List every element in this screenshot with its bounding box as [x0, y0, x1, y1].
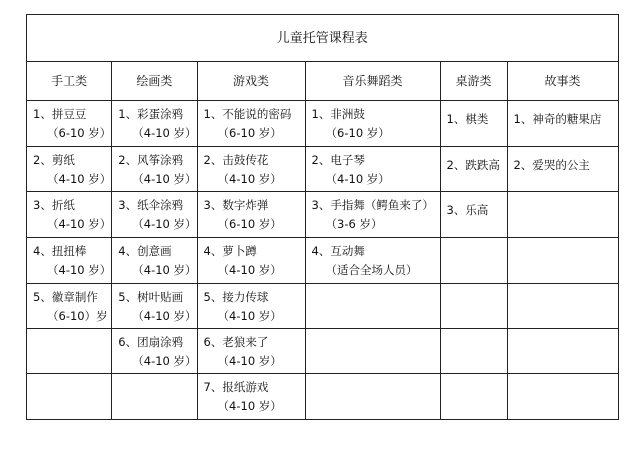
course-cell: [440, 101, 507, 147]
course-cell: [197, 192, 305, 238]
course-cell: [305, 284, 440, 329]
course-name: 1、神奇的糖果店: [513, 112, 602, 126]
course-age-range: （4-10 岁）: [132, 126, 197, 140]
course-entry: [306, 374, 440, 378]
course-cell: [112, 284, 197, 329]
course-name: 2、剪纸: [33, 153, 75, 167]
course-cell: [305, 238, 440, 284]
course-entry: [27, 192, 111, 234]
course-entry: [27, 284, 111, 326]
course-entry: [198, 238, 305, 280]
course-entry: [27, 374, 111, 378]
course-age-range: （4-10 岁）: [217, 309, 282, 323]
course-cell: [112, 329, 197, 374]
table-row: [27, 284, 619, 329]
course-age-range: （6-10 岁）: [47, 126, 112, 140]
course-age-range: （4-10 岁）: [132, 354, 197, 368]
course-cell: [27, 374, 112, 420]
course-cell: [197, 101, 305, 147]
course-name: 1、拼豆豆: [33, 107, 87, 121]
course-name: 2、风筝涂鸦: [118, 153, 184, 167]
course-cell: [112, 147, 197, 192]
schedule-sheet: [26, 14, 619, 420]
course-entry: [441, 329, 507, 338]
course-entry: [112, 147, 196, 189]
column-header-stories: 故事类: [507, 62, 618, 101]
course-name: 5、接力传球: [203, 290, 269, 304]
table-row: [27, 329, 619, 374]
header-row: [27, 62, 619, 101]
course-cell: [507, 284, 618, 329]
column-header-board-games: 桌游类: [440, 62, 507, 101]
table-row: [27, 374, 619, 420]
course-entry: [441, 284, 507, 293]
course-cell: [440, 192, 507, 238]
course-cell: [507, 147, 618, 192]
course-cell: [305, 147, 440, 192]
course-cell: [305, 374, 440, 420]
course-age-range: （6-10 岁）: [217, 126, 282, 140]
course-entry: [441, 101, 507, 129]
course-cell: [197, 147, 305, 192]
table-title: 儿童托管课程表: [27, 15, 619, 62]
course-cell: [507, 238, 618, 284]
course-cell: [27, 329, 112, 374]
course-name: 4、扭扭棒: [33, 244, 87, 258]
course-cell: [507, 101, 618, 147]
course-age-range: （4-10 岁）: [132, 217, 197, 231]
course-entry: [112, 284, 196, 326]
course-entry: [508, 192, 618, 201]
course-entry: [306, 192, 440, 234]
course-entry: [27, 101, 111, 143]
course-entry: [198, 192, 305, 234]
course-entry: [508, 101, 618, 129]
course-age-range: （6-10 岁）: [325, 126, 390, 140]
course-name: 1、不能说的密码: [203, 107, 292, 121]
course-name: 2、击鼓传花: [203, 153, 269, 167]
course-cell: [507, 374, 618, 420]
course-cell: [440, 374, 507, 420]
course-name: 1、棋类: [446, 112, 489, 126]
course-cell: [507, 192, 618, 238]
course-name: 5、徽章制作: [33, 290, 98, 304]
course-name: 6、老狼来了: [203, 335, 269, 349]
course-entry: [306, 147, 440, 189]
course-entry: [441, 147, 507, 175]
course-age-range: （4-10 岁）: [132, 263, 197, 277]
course-entry: [112, 329, 196, 371]
course-cell: [440, 329, 507, 374]
course-name: 7、报纸游戏: [203, 380, 269, 394]
course-cell: [27, 192, 112, 238]
course-age-range: （4-10 岁）: [47, 263, 112, 277]
course-cell: [112, 192, 197, 238]
course-entry: [306, 238, 440, 280]
column-header-handcraft: 手工类: [27, 62, 112, 101]
course-name: 2、跌跌高: [446, 158, 500, 172]
course-entry: [27, 147, 111, 189]
course-cell: [197, 329, 305, 374]
course-entry: [441, 374, 507, 383]
course-name: 3、纸伞涂鸦: [118, 198, 184, 212]
course-name: 1、非洲鼓: [311, 107, 365, 121]
course-age-range: （4-10 岁）: [132, 309, 197, 323]
course-name: 3、手指舞（鳄鱼来了）: [311, 198, 434, 212]
course-cell: [305, 192, 440, 238]
course-entry: [198, 374, 305, 416]
course-entry: [112, 101, 196, 143]
course-entry: [306, 284, 440, 288]
course-name: 2、电子琴: [311, 153, 365, 167]
course-entry: [508, 147, 618, 175]
course-entry: [27, 238, 111, 280]
course-entry: [198, 147, 305, 189]
course-age-range: （4-10 岁）: [132, 172, 197, 186]
course-cell: [507, 329, 618, 374]
course-entry: [198, 101, 305, 143]
course-entry: [441, 192, 507, 220]
course-age-range: （6-10 岁）: [217, 217, 282, 231]
course-entry: [508, 329, 618, 338]
course-age-range: （适合全场人员）: [325, 263, 418, 277]
course-cell: [440, 284, 507, 329]
column-header-painting: 绘画类: [112, 62, 197, 101]
course-age-range: （4-10 岁）: [47, 172, 112, 186]
course-age-range: （4-10 岁）: [47, 217, 112, 231]
course-entry: [306, 329, 440, 333]
course-age-range: （4-10 岁）: [217, 263, 282, 277]
table-row: [27, 192, 619, 238]
course-name: 3、乐高: [446, 203, 489, 217]
course-entry: [441, 238, 507, 247]
course-cell: [27, 284, 112, 329]
course-name: 1、彩蛋涂鸦: [118, 107, 184, 121]
course-age-range: （4-10 岁）: [325, 172, 390, 186]
course-entry: [508, 238, 618, 247]
course-entry: [508, 284, 618, 293]
course-name: 6、团扇涂鸦: [118, 335, 184, 349]
course-cell: [112, 374, 197, 420]
column-header-games: 游戏类: [197, 62, 305, 101]
course-age-range: （4-10 岁）: [217, 172, 282, 186]
course-entry: [112, 192, 196, 234]
course-cell: [440, 147, 507, 192]
course-name: 4、萝卜蹲: [203, 244, 257, 258]
course-entry: [198, 284, 305, 326]
course-name: 3、数字炸弹: [203, 198, 269, 212]
course-cell: [27, 238, 112, 284]
course-cell: [27, 147, 112, 192]
course-age-range: （4-10 岁）: [217, 399, 282, 413]
course-age-range: （3-6 岁）: [325, 217, 383, 231]
course-name: 4、互动舞: [311, 244, 365, 258]
course-cell: [112, 238, 197, 284]
schedule-table: [26, 14, 619, 420]
column-header-music-dance: 音乐舞蹈类: [305, 62, 440, 101]
course-name: 3、折纸: [33, 198, 75, 212]
table-row: [27, 238, 619, 284]
course-name: 4、创意画: [118, 244, 172, 258]
course-cell: [112, 101, 197, 147]
course-entry: [27, 329, 111, 333]
course-name: 2、爱哭的公主: [513, 158, 590, 172]
course-cell: [305, 101, 440, 147]
course-entry: [112, 374, 196, 378]
table-row: [27, 101, 619, 147]
course-cell: [197, 374, 305, 420]
course-name: 5、树叶贴画: [118, 290, 184, 304]
course-cell: [305, 329, 440, 374]
course-age-range: （4-10 岁）: [217, 354, 282, 368]
course-cell: [27, 101, 112, 147]
course-cell: [197, 284, 305, 329]
course-entry: [306, 101, 440, 143]
course-entry: [198, 329, 305, 371]
course-cell: [197, 238, 305, 284]
course-age-range: （6-10）岁: [47, 309, 108, 323]
course-cell: [440, 238, 507, 284]
course-entry: [112, 238, 196, 280]
table-row: [27, 147, 619, 192]
course-entry: [508, 374, 618, 383]
